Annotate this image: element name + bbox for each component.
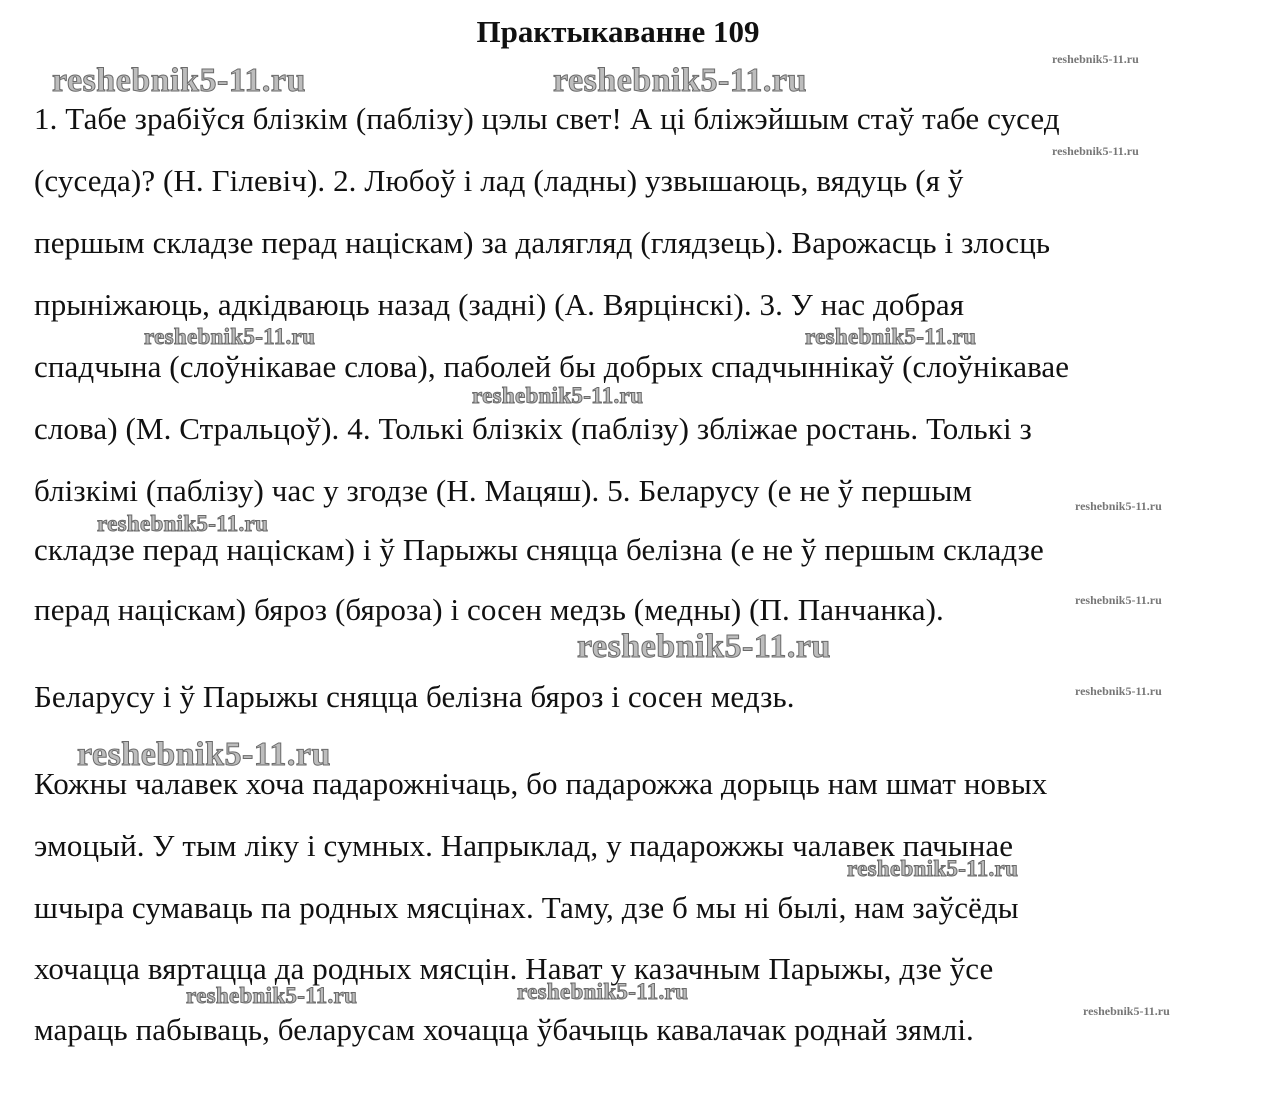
watermark: reshebnik5-11.ru <box>186 983 358 1008</box>
watermark: reshebnik5-11.ru <box>1075 684 1162 698</box>
watermark: reshebnik5-11.ru <box>1083 1004 1170 1018</box>
text-line: (суседа)? (Н. Гілевіч). 2. Любоў і лад (ладны) узвышаюць, вядуць (я ў <box>34 163 964 198</box>
watermark: reshebnik5-11.ru <box>472 383 644 408</box>
watermark: reshebnik5-11.ru <box>847 856 1019 881</box>
text-line: прыніжаюць, адкідваюць назад (задні) (А. Вярцінскі). 3. У нас добрая <box>34 287 965 322</box>
text-line: эмоцый. У тым ліку і сумных. Напрыклад, у падарожжы чалавек пачынае <box>34 828 1014 863</box>
text-line: хочацца вяртацца да родных мясцін. Нават у казачным Парыжы, дзе ўсе <box>34 951 994 986</box>
text-line: 1. Табе зрабіўся блізкім (паблізу) цэлы свет! А ці бліжэйшым стаў табе сусед <box>34 101 1060 136</box>
watermark: reshebnik5-11.ru <box>577 628 831 665</box>
watermark: reshebnik5-11.ru <box>1052 52 1139 66</box>
text-line: слова) (М. Стральцоў). 4. Толькі блізкіх (паблізу) збліжае ростань. Толькі з <box>34 411 1032 446</box>
watermark: reshebnik5-11.ru <box>144 324 316 349</box>
text-line: мараць пабываць, беларусам хочацца ўбачыць кавалачак роднай зямлі. <box>34 1012 974 1047</box>
text-line: першым складзе перад націскам) за далягляд (глядзець). Варожасць і злосць <box>34 225 1051 260</box>
watermark: reshebnik5-11.ru <box>97 511 269 536</box>
watermark: reshebnik5-11.ru <box>1052 144 1139 158</box>
text-line: шчыра сумаваць па родных мясцінах. Таму, дзе б мы ні былі, нам заўсёды <box>34 890 1019 925</box>
text-line: Беларусу і ў Парыжы сняцца белізна бяроз і сосен медзь. <box>34 679 795 714</box>
text-line: спадчына (слоўнікавае слова), паболей бы добрых спадчыннікаў (слоўнікавае <box>34 349 1070 384</box>
watermark: reshebnik5-11.ru <box>805 324 977 349</box>
watermark: reshebnik5-11.ru <box>1075 593 1162 607</box>
text-line: складзе перад націскам) і ў Парыжы сняцца белізна (е не ў першым складзе <box>34 532 1044 567</box>
watermark: reshebnik5-11.ru <box>52 62 306 99</box>
watermark: reshebnik5-11.ru <box>553 62 807 99</box>
page-title: Практыкаванне 109 <box>476 14 760 49</box>
text-line: Кожны чалавек хоча падарожнічаць, бо падарожжа дорыць нам шмат новых <box>34 766 1048 801</box>
text-line: блізкімі (паблізу) час у згодзе (Н. Мацяш). 5. Беларусу (е не ў першым <box>34 473 973 508</box>
watermark: reshebnik5-11.ru <box>517 979 689 1004</box>
text-line: перад націскам) бяроз (бяроза) і сосен медзь (медны) (П. Панчанка). <box>34 592 944 627</box>
watermark: reshebnik5-11.ru <box>77 736 331 773</box>
watermark: reshebnik5-11.ru <box>1075 499 1162 513</box>
